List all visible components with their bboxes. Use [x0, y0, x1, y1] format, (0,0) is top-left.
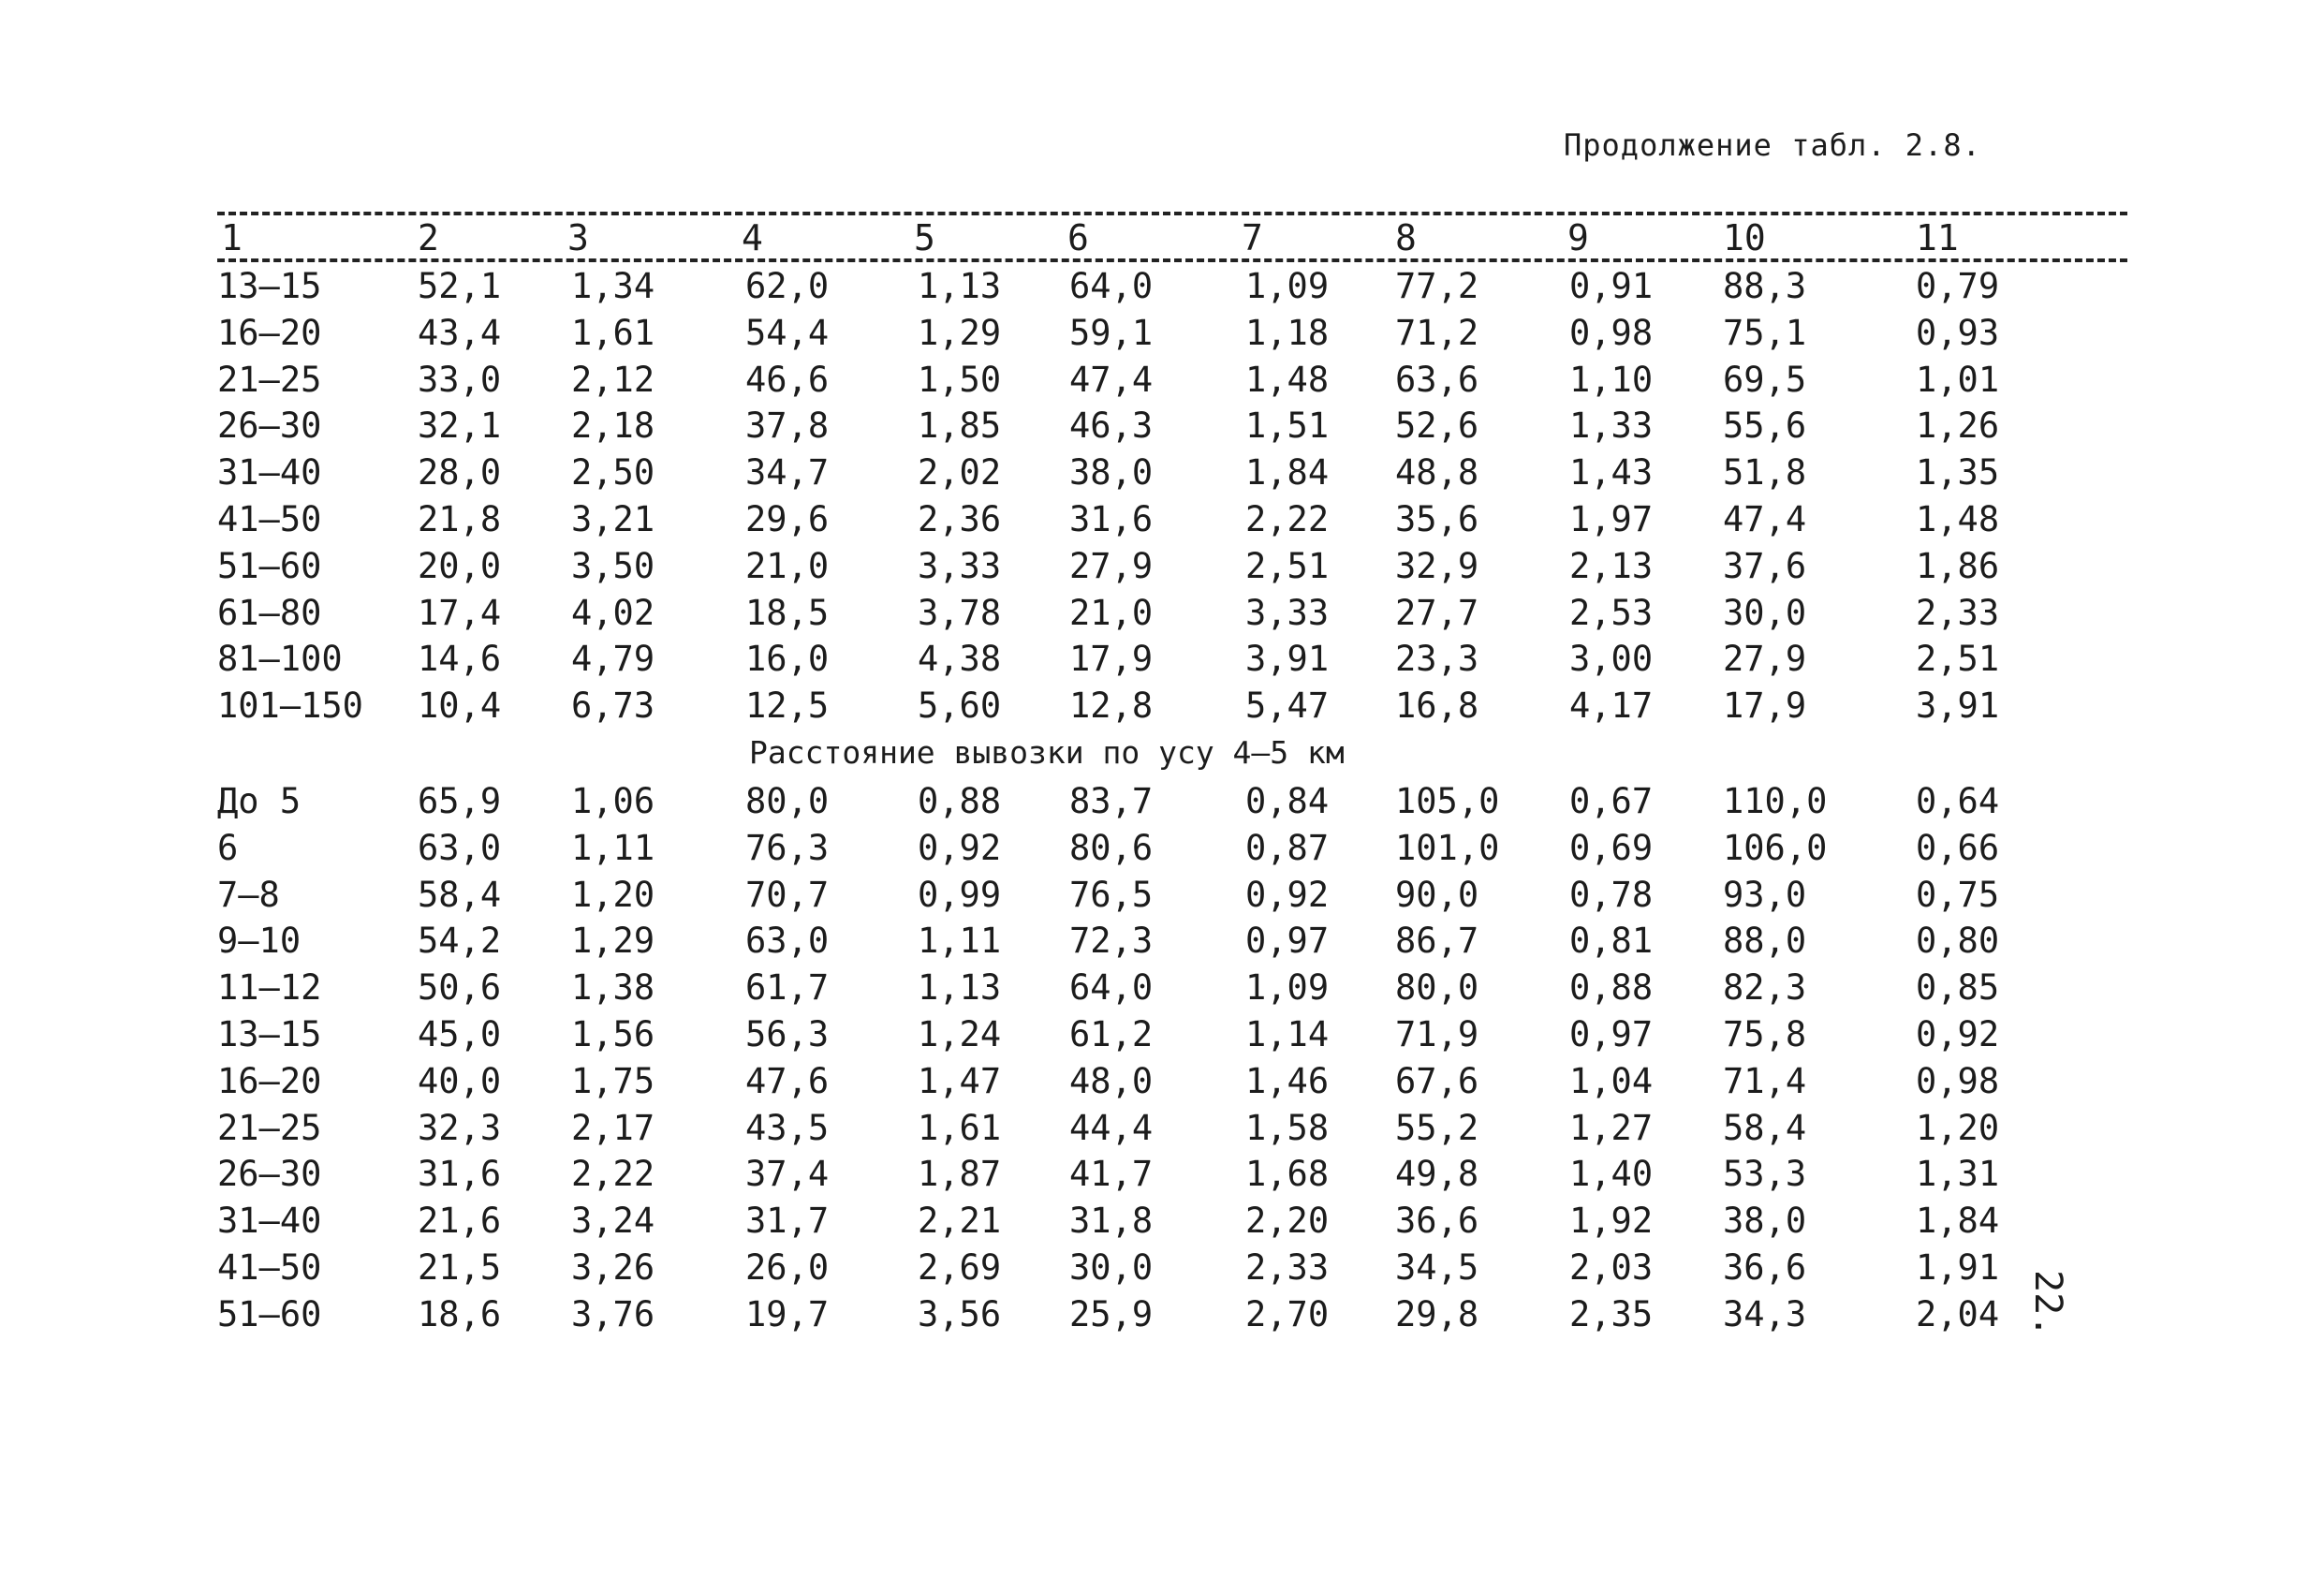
row-label-cell: 61–80: [217, 592, 322, 633]
value-cell: 2,18: [571, 405, 655, 447]
row-label-cell: 9–10: [217, 921, 302, 962]
value-cell: 12,8: [1069, 685, 1154, 727]
value-cell: 0,98: [1916, 1060, 2000, 1101]
value-cell: 2,02: [918, 452, 1002, 494]
value-cell: 38,0: [1069, 452, 1154, 494]
value-cell: 28,0: [418, 452, 502, 494]
value-cell: 55,2: [1395, 1107, 1479, 1148]
header-rule-bottom: [217, 258, 2127, 262]
value-cell: 16,8: [1395, 685, 1479, 727]
value-cell: 70,7: [745, 874, 830, 915]
value-cell: 0,64: [1916, 781, 2000, 821]
value-cell: 1,34: [571, 266, 655, 306]
value-cell: 3,91: [1916, 685, 2000, 727]
value-cell: 33,0: [418, 359, 502, 400]
value-cell: 2,33: [1916, 592, 2000, 633]
value-cell: 2,36: [918, 499, 1002, 539]
value-cell: 67,6: [1395, 1060, 1479, 1101]
value-cell: 3,91: [1245, 639, 1330, 680]
value-cell: 21,8: [418, 499, 502, 539]
value-cell: 63,6: [1395, 359, 1479, 400]
value-cell: 77,2: [1395, 266, 1479, 306]
value-cell: 35,6: [1395, 499, 1479, 539]
value-cell: 1,14: [1245, 1014, 1330, 1054]
page-number: 22.: [2026, 1270, 2069, 1338]
value-cell: 90,0: [1395, 874, 1479, 915]
value-cell: 0,92: [1916, 1014, 2000, 1054]
value-cell: 0,97: [1569, 1014, 1654, 1054]
table-row: [0, 452, 2324, 499]
value-cell: 29,8: [1395, 1293, 1479, 1334]
value-cell: 1,24: [918, 1014, 1002, 1054]
value-cell: 3,21: [571, 499, 655, 539]
value-cell: 1,13: [918, 266, 1002, 306]
header-cell: 10: [1723, 217, 1766, 258]
value-cell: 27,7: [1395, 592, 1479, 633]
value-cell: 51,8: [1723, 452, 1807, 494]
value-cell: 55,6: [1723, 405, 1807, 447]
row-label-cell: 26–30: [217, 405, 322, 447]
value-cell: 2,51: [1916, 639, 2000, 680]
table-row: [0, 1108, 2324, 1155]
value-cell: 5,47: [1245, 685, 1330, 727]
value-cell: 2,53: [1569, 592, 1654, 633]
value-cell: 0,80: [1916, 921, 2000, 962]
value-cell: 18,5: [745, 592, 830, 633]
value-cell: 71,4: [1723, 1060, 1807, 1101]
value-cell: 1,11: [571, 827, 655, 868]
value-cell: 1,40: [1569, 1154, 1654, 1195]
row-label-cell: До 5: [217, 781, 302, 821]
table-row: [0, 546, 2324, 593]
value-cell: 76,5: [1069, 874, 1154, 915]
value-cell: 32,1: [418, 405, 502, 447]
value-cell: 1,11: [918, 921, 1002, 962]
value-cell: 1,85: [918, 405, 1002, 447]
value-cell: 62,0: [745, 266, 830, 306]
row-label-cell: 26–30: [217, 1154, 322, 1195]
value-cell: 41,7: [1069, 1154, 1154, 1195]
value-cell: 75,8: [1723, 1014, 1807, 1054]
table-row: [0, 405, 2324, 452]
value-cell: 2,03: [1569, 1247, 1654, 1288]
value-cell: 1,38: [571, 967, 655, 1009]
value-cell: 25,9: [1069, 1293, 1154, 1334]
value-cell: 37,6: [1723, 545, 1807, 586]
value-cell: 1,10: [1569, 359, 1654, 400]
value-cell: 17,9: [1069, 639, 1154, 680]
value-cell: 56,3: [745, 1014, 830, 1054]
value-cell: 2,50: [571, 452, 655, 494]
table-row: [0, 499, 2324, 546]
value-cell: 71,2: [1395, 312, 1479, 353]
value-cell: 83,7: [1069, 781, 1154, 821]
value-cell: 0,98: [1569, 312, 1654, 353]
value-cell: 1,31: [1916, 1154, 2000, 1195]
value-cell: 1,92: [1569, 1201, 1654, 1242]
header-cell: 5: [914, 217, 935, 258]
row-label-cell: 21–25: [217, 359, 322, 400]
value-cell: 31,8: [1069, 1201, 1154, 1242]
value-cell: 36,6: [1395, 1201, 1479, 1242]
value-cell: 1,87: [918, 1154, 1002, 1195]
table-row: [0, 1061, 2324, 1108]
value-cell: 1,27: [1569, 1107, 1654, 1148]
value-cell: 3,33: [918, 545, 1002, 586]
value-cell: 2,70: [1245, 1293, 1330, 1334]
value-cell: 2,69: [918, 1247, 1002, 1288]
value-cell: 0,67: [1569, 781, 1654, 821]
value-cell: 1,48: [1245, 359, 1330, 400]
value-cell: 54,2: [418, 921, 502, 962]
table-row: [0, 685, 2324, 732]
value-cell: 37,8: [745, 405, 830, 447]
value-cell: 4,02: [571, 592, 655, 633]
header-cell: 3: [567, 217, 589, 258]
value-cell: 21,6: [418, 1201, 502, 1242]
value-cell: 46,6: [745, 359, 830, 400]
value-cell: 38,0: [1723, 1201, 1807, 1242]
value-cell: 40,0: [418, 1060, 502, 1101]
value-cell: 26,0: [745, 1247, 830, 1288]
value-cell: 0,92: [918, 827, 1002, 868]
value-cell: 32,9: [1395, 545, 1479, 586]
value-cell: 37,4: [745, 1154, 830, 1195]
value-cell: 54,4: [745, 312, 830, 353]
value-cell: 80,6: [1069, 827, 1154, 868]
table-row: [0, 313, 2324, 360]
value-cell: 21,0: [1069, 592, 1154, 633]
value-cell: 0,97: [1245, 921, 1330, 962]
value-cell: 63,0: [745, 921, 830, 962]
value-cell: 1,91: [1916, 1247, 2000, 1288]
row-label-cell: 81–100: [217, 639, 343, 680]
header-cell: 9: [1567, 217, 1589, 258]
value-cell: 0,69: [1569, 827, 1654, 868]
value-cell: 47,4: [1069, 359, 1154, 400]
row-label-cell: 51–60: [217, 545, 322, 586]
value-cell: 1,84: [1916, 1201, 2000, 1242]
row-label-cell: 16–20: [217, 312, 322, 353]
value-cell: 0,88: [1569, 967, 1654, 1009]
value-cell: 0,84: [1245, 781, 1330, 821]
value-cell: 21,5: [418, 1247, 502, 1288]
value-cell: 46,3: [1069, 405, 1154, 447]
value-cell: 17,4: [418, 592, 502, 633]
value-cell: 2,21: [918, 1201, 1002, 1242]
value-cell: 1,01: [1916, 359, 2000, 400]
value-cell: 1,04: [1569, 1060, 1654, 1101]
value-cell: 34,5: [1395, 1247, 1479, 1288]
value-cell: 3,24: [571, 1201, 655, 1242]
value-cell: 30,0: [1069, 1247, 1154, 1288]
header-cell: 6: [1067, 217, 1089, 258]
value-cell: 1,58: [1245, 1107, 1330, 1148]
value-cell: 0,78: [1569, 874, 1654, 915]
section-title: Расстояние вывозки по усу 4–5 км: [749, 734, 1345, 771]
table-row: [0, 593, 2324, 640]
table-row: [0, 1014, 2324, 1061]
value-cell: 1,86: [1916, 545, 2000, 586]
value-cell: 0,81: [1569, 921, 1654, 962]
row-label-cell: 21–25: [217, 1107, 322, 1148]
value-cell: 0,75: [1916, 874, 2000, 915]
table-row: [0, 1294, 2324, 1341]
value-cell: 47,6: [745, 1060, 830, 1101]
row-label-cell: 13–15: [217, 266, 322, 306]
header-cell: 7: [1242, 217, 1263, 258]
value-cell: 45,0: [418, 1014, 502, 1054]
value-cell: 4,79: [571, 639, 655, 680]
value-cell: 1,29: [571, 921, 655, 962]
value-cell: 29,6: [745, 499, 830, 539]
value-cell: 0,66: [1916, 827, 2000, 868]
value-cell: 1,09: [1245, 967, 1330, 1009]
table-row: [0, 360, 2324, 406]
value-cell: 16,0: [745, 639, 830, 680]
table-row: [0, 828, 2324, 875]
value-cell: 58,4: [1723, 1107, 1807, 1148]
row-label-cell: 11–12: [217, 967, 322, 1009]
value-cell: 0,88: [918, 781, 1002, 821]
header-cell: 1: [221, 217, 243, 258]
value-cell: 1,33: [1569, 405, 1654, 447]
value-cell: 44,4: [1069, 1107, 1154, 1148]
value-cell: 1,06: [571, 781, 655, 821]
table-row: [0, 967, 2324, 1014]
value-cell: 1,47: [918, 1060, 1002, 1101]
value-cell: 1,48: [1916, 499, 2000, 539]
value-cell: 1,97: [1569, 499, 1654, 539]
value-cell: 1,35: [1916, 452, 2000, 494]
value-cell: 1,61: [571, 312, 655, 353]
row-label-cell: 7–8: [217, 874, 280, 915]
value-cell: 0,79: [1916, 266, 2000, 306]
value-cell: 4,38: [918, 639, 1002, 680]
value-cell: 1,46: [1245, 1060, 1330, 1101]
value-cell: 1,13: [918, 967, 1002, 1009]
value-cell: 80,0: [1395, 967, 1479, 1009]
value-cell: 4,17: [1569, 685, 1654, 727]
value-cell: 71,9: [1395, 1014, 1479, 1054]
header-cell: 4: [742, 217, 763, 258]
value-cell: 1,56: [571, 1014, 655, 1054]
value-cell: 2,13: [1569, 545, 1654, 586]
value-cell: 93,0: [1723, 874, 1807, 915]
value-cell: 1,68: [1245, 1154, 1330, 1195]
value-cell: 14,6: [418, 639, 502, 680]
value-cell: 2,22: [1245, 499, 1330, 539]
value-cell: 0,93: [1916, 312, 2000, 353]
value-cell: 88,3: [1723, 266, 1807, 306]
value-cell: 76,3: [745, 827, 830, 868]
table-row: [0, 1201, 2324, 1247]
value-cell: 27,9: [1723, 639, 1807, 680]
value-cell: 21,0: [745, 545, 830, 586]
value-cell: 110,0: [1723, 781, 1828, 821]
value-cell: 3,76: [571, 1293, 655, 1334]
value-cell: 30,0: [1723, 592, 1807, 633]
value-cell: 69,5: [1723, 359, 1807, 400]
row-label-cell: 16–20: [217, 1060, 322, 1101]
value-cell: 2,17: [571, 1107, 655, 1148]
value-cell: 48,8: [1395, 452, 1479, 494]
value-cell: 27,9: [1069, 545, 1154, 586]
value-cell: 5,60: [918, 685, 1002, 727]
row-label-cell: 51–60: [217, 1293, 322, 1334]
value-cell: 1,26: [1916, 405, 2000, 447]
value-cell: 1,84: [1245, 452, 1330, 494]
header-cell: 11: [1916, 217, 1959, 258]
value-cell: 1,43: [1569, 452, 1654, 494]
value-cell: 80,0: [745, 781, 830, 821]
value-cell: 82,3: [1723, 967, 1807, 1009]
value-cell: 12,5: [745, 685, 830, 727]
value-cell: 3,33: [1245, 592, 1330, 633]
value-cell: 106,0: [1723, 827, 1828, 868]
header-cell: 2: [418, 217, 439, 258]
value-cell: 72,3: [1069, 921, 1154, 962]
value-cell: 101,0: [1395, 827, 1500, 868]
value-cell: 43,4: [418, 312, 502, 353]
value-cell: 0,91: [1569, 266, 1654, 306]
value-cell: 10,4: [418, 685, 502, 727]
value-cell: 0,99: [918, 874, 1002, 915]
row-label-cell: 13–15: [217, 1014, 322, 1054]
row-label-cell: 31–40: [217, 452, 322, 494]
value-cell: 2,04: [1916, 1293, 2000, 1334]
value-cell: 64,0: [1069, 967, 1154, 1009]
value-cell: 43,5: [745, 1107, 830, 1148]
value-cell: 1,61: [918, 1107, 1002, 1148]
value-cell: 2,33: [1245, 1247, 1330, 1288]
value-cell: 63,0: [418, 827, 502, 868]
value-cell: 1,75: [571, 1060, 655, 1101]
value-cell: 1,09: [1245, 266, 1330, 306]
value-cell: 3,50: [571, 545, 655, 586]
value-cell: 17,9: [1723, 685, 1807, 727]
table-row: [0, 639, 2324, 685]
row-label-cell: 41–50: [217, 499, 322, 539]
table-row: [0, 266, 2324, 313]
value-cell: 2,51: [1245, 545, 1330, 586]
row-label-cell: 31–40: [217, 1201, 322, 1242]
header-rule-top: [217, 212, 2127, 215]
value-cell: 3,78: [918, 592, 1002, 633]
value-cell: 36,6: [1723, 1247, 1807, 1288]
value-cell: 52,1: [418, 266, 502, 306]
value-cell: 88,0: [1723, 921, 1807, 962]
value-cell: 58,4: [418, 874, 502, 915]
value-cell: 53,3: [1723, 1154, 1807, 1195]
value-cell: 50,6: [418, 967, 502, 1009]
value-cell: 0,85: [1916, 967, 2000, 1009]
value-cell: 1,50: [918, 359, 1002, 400]
value-cell: 18,6: [418, 1293, 502, 1334]
value-cell: 2,20: [1245, 1201, 1330, 1242]
value-cell: 48,0: [1069, 1060, 1154, 1101]
value-cell: 3,26: [571, 1247, 655, 1288]
value-cell: 61,2: [1069, 1014, 1154, 1054]
value-cell: 75,1: [1723, 312, 1807, 353]
table-row: [0, 1247, 2324, 1294]
value-cell: 2,35: [1569, 1293, 1654, 1334]
value-cell: 31,6: [1069, 499, 1154, 539]
value-cell: 0,92: [1245, 874, 1330, 915]
value-cell: 1,20: [571, 874, 655, 915]
value-cell: 105,0: [1395, 781, 1500, 821]
table-row: [0, 921, 2324, 967]
table-row: [0, 1154, 2324, 1201]
row-label-cell: 101–150: [217, 685, 363, 727]
table-row: [0, 875, 2324, 921]
value-cell: 52,6: [1395, 405, 1479, 447]
value-cell: 34,3: [1723, 1293, 1807, 1334]
value-cell: 2,22: [571, 1154, 655, 1195]
value-cell: 1,18: [1245, 312, 1330, 353]
value-cell: 59,1: [1069, 312, 1154, 353]
value-cell: 1,20: [1916, 1107, 2000, 1148]
value-cell: 34,7: [745, 452, 830, 494]
table-row: [0, 781, 2324, 828]
value-cell: 32,3: [418, 1107, 502, 1148]
row-label-cell: 6: [217, 827, 239, 868]
value-cell: 49,8: [1395, 1154, 1479, 1195]
value-cell: 47,4: [1723, 499, 1807, 539]
value-cell: 20,0: [418, 545, 502, 586]
value-cell: 1,51: [1245, 405, 1330, 447]
header-cell: 8: [1395, 217, 1417, 258]
value-cell: 64,0: [1069, 266, 1154, 306]
table-caption: Продолжение табл. 2.8.: [1564, 127, 1981, 163]
value-cell: 6,73: [571, 685, 655, 727]
value-cell: 86,7: [1395, 921, 1479, 962]
value-cell: 2,12: [571, 359, 655, 400]
value-cell: 3,00: [1569, 639, 1654, 680]
value-cell: 19,7: [745, 1293, 830, 1334]
value-cell: 3,56: [918, 1293, 1002, 1334]
value-cell: 1,29: [918, 312, 1002, 353]
value-cell: 0,87: [1245, 827, 1330, 868]
value-cell: 23,3: [1395, 639, 1479, 680]
row-label-cell: 41–50: [217, 1247, 322, 1288]
value-cell: 31,7: [745, 1201, 830, 1242]
value-cell: 31,6: [418, 1154, 502, 1195]
value-cell: 65,9: [418, 781, 502, 821]
value-cell: 61,7: [745, 967, 830, 1009]
